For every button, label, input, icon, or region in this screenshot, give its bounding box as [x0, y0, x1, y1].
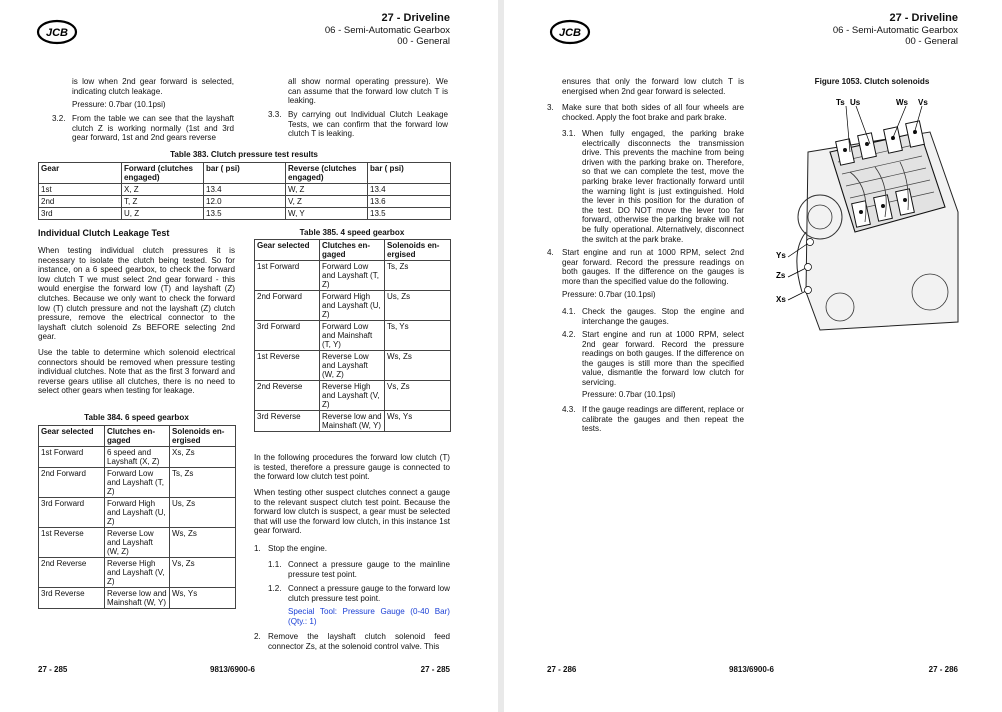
table-cell: Forward High and Layshaft (U, Z) [320, 291, 385, 321]
step-number: 4.1. [562, 307, 576, 316]
footer-page-right: 27 - 286 [928, 665, 958, 674]
table-caption: Table 384. 6 speed gearbox [84, 413, 189, 422]
table-row [39, 196, 451, 208]
table-caption: Table 383. Clutch pressure test results [170, 150, 318, 159]
label-xs: Xs [776, 295, 786, 304]
section-heading: Individual Clutch Leakage Test [38, 228, 170, 238]
col-header: Clutches en- gaged [320, 240, 385, 261]
four-speed-table [254, 239, 451, 432]
step-text: Remove the layshaft clutch solenoid feed connector Zs, at the solenoid control valve. This [268, 632, 450, 651]
table-cell: 1st Forward [255, 261, 320, 291]
table-header-row [255, 240, 451, 261]
table-cell: Forward Low and Layshaft (T, Z) [105, 468, 170, 498]
step-text: Start engine and run at 1000 RPM, select 2nd gear forward. Record the pressure readings on both gauges. If the difference on the gauges is still more than the specified value, dismantle the forward low clutch for servicing. [582, 330, 744, 387]
section-title: 06 - Semi-Automatic Gearbox [832, 25, 958, 36]
body-paragraph: When testing other suspect clutches connect a gauge to the relevant suspect clutch test point. Because the forward low clutch is suspect, a gear must be selected that will use the forward low clutch, in this instance 1st gear forward. [254, 488, 450, 536]
footer-doc-number: 9813/6900-6 [729, 665, 774, 674]
table-cell: 2nd Forward [255, 291, 320, 321]
figure-caption: Figure 1053. Clutch solenoids [814, 77, 930, 86]
svg-text:JCB: JCB [45, 27, 69, 39]
table-cell: 2nd [39, 196, 122, 208]
footer-page-left: 27 - 286 [547, 665, 577, 674]
table-row [39, 208, 451, 220]
step-text: Connect a pressure gauge to the mainline pressure test point. [288, 560, 450, 579]
table-row [255, 411, 451, 432]
step-text: If the gauge readings are different, replace or calibrate the gauges and then repeat the tests. [582, 405, 744, 434]
label-us: Us [850, 98, 861, 107]
step-number: 1.2. [268, 584, 282, 593]
table-caption: Table 385. 4 speed gearbox [299, 228, 405, 237]
item-3-2-text: From the table we can see that the layshaft clutch Z is working normally (1st and 3rd gear forward, 1st and 2nd gears reverse [72, 114, 234, 143]
page-footer [547, 665, 958, 677]
table-cell: 3rd Reverse [39, 588, 105, 609]
table-cell: Reverse Low and Layshaft (W, Z) [320, 351, 385, 381]
table-cell: Reverse High and Layshaft (V, Z) [320, 381, 385, 411]
table-cell: T, Z [122, 196, 204, 208]
table-cell: Ws, Zs [385, 351, 451, 381]
table-cell: Ws, Zs [170, 528, 236, 558]
table-cell: 1st [39, 184, 122, 196]
item-number: 3.3. [268, 110, 282, 119]
table-cell: W, Z [286, 184, 368, 196]
table-cell: 2nd Reverse [39, 558, 105, 588]
table-cell: Reverse Low and Layshaft (W, Z) [105, 528, 170, 558]
page-right [504, 0, 1002, 712]
table-cell: 3rd [39, 208, 122, 220]
table-cell: 1st Forward [39, 447, 105, 468]
table-cell: Xs, Zs [170, 447, 236, 468]
jcb-logo [550, 20, 590, 44]
table-cell: W, Y [286, 208, 368, 220]
footer-page-left: 27 - 285 [38, 665, 68, 674]
clutch-pressure-table [38, 162, 451, 220]
step-number: 3.1. [562, 129, 576, 138]
label-vs: Vs [918, 98, 928, 107]
table-cell: 3rd Reverse [255, 411, 320, 432]
table-row [255, 321, 451, 351]
table-row [39, 588, 236, 609]
table-cell: 2nd Reverse [255, 381, 320, 411]
chapter-title: 27 - Driveline [889, 12, 958, 24]
table-cell: X, Z [122, 184, 204, 196]
table-cell: Forward Low and Layshaft (T, Z) [320, 261, 385, 291]
page-header [833, 12, 958, 47]
col-header: bar ( psi) [368, 163, 451, 184]
table-row [39, 558, 236, 588]
table-cell: 2nd Forward [39, 468, 105, 498]
table-row [255, 291, 451, 321]
step-number: 4.2. [562, 330, 576, 339]
chapter-title: 27 - Driveline [381, 12, 450, 24]
step-number: 4.3. [562, 405, 576, 414]
table-cell: Us, Zs [385, 291, 451, 321]
table-cell: Ts, Zs [170, 468, 236, 498]
body-paragraph: When testing individual clutch pressures it is necessary to isolate the clutch being tested. So for instance, on a 6 speed gearbox, to check the forward low clutch T we must select 2nd gear forward - this would energise the forward low (T) and layshaft (Z) clutches. Because we only want to check the forward low (T) clutch pressure and not the layshaft (Z) clutch pressure, remove the electrical connector to the layshaft clutch solenoid Zs BEFORE selecting 2nd gear. [38, 246, 235, 342]
item-number: 3.2. [52, 114, 66, 123]
clutch-solenoids-figure [776, 92, 962, 330]
table-cell: 13.4 [204, 184, 286, 196]
col-header: Gear selected [255, 240, 320, 261]
table-cell: 1st Reverse [255, 351, 320, 381]
col-header: Solenoids en- ergised [385, 240, 451, 261]
col-header: Clutches en- gaged [105, 426, 170, 447]
col-header: bar ( psi) [204, 163, 286, 184]
table-cell: 3rd Forward [255, 321, 320, 351]
pressure-value: Pressure: 0.7bar (10.1psi) [582, 390, 676, 399]
table-cell: Reverse low and Mainshaft (W, Y) [320, 411, 385, 432]
continued-paragraph: all show normal operating pressure). We can assume that the forward low clutch T is leaking. [288, 77, 448, 106]
table-cell: Ws, Ys [170, 588, 236, 609]
table-cell: Vs, Zs [170, 558, 236, 588]
table-cell: 13.6 [368, 196, 451, 208]
step-text: Connect a pressure gauge to the forward low clutch pressure test point. [288, 584, 450, 603]
label-zs: Zs [776, 271, 786, 280]
table-cell: Forward High and Layshaft (U, Z) [105, 498, 170, 528]
page-left [0, 0, 498, 712]
label-ws: Ws [896, 98, 908, 107]
table-cell: Ws, Ys [385, 411, 451, 432]
col-header: Reverse (clutches engaged) [286, 163, 368, 184]
body-paragraph: Use the table to determine which solenoid electrical connectors should be removed when pressure testing individual clutches. Note that as the first 3 forward and reverse gears utilise all clutches, there is no need to select other gears when testing for leakage. [38, 348, 235, 396]
col-header: Gear [39, 163, 122, 184]
page-footer [38, 665, 450, 677]
table-row [39, 468, 236, 498]
table-cell: 13.5 [368, 208, 451, 220]
six-speed-table [38, 425, 236, 609]
table-cell: 3rd Forward [39, 498, 105, 528]
special-tool-link[interactable]: Special Tool: Pressure Gauge (0-40 Bar) (Qty.: 1) [288, 607, 450, 626]
table-cell: Ts, Ys [385, 321, 451, 351]
table-cell: 1st Reverse [39, 528, 105, 558]
section-title: 06 - Semi-Automatic Gearbox [324, 25, 450, 36]
step-number: 2. [254, 632, 261, 641]
jcb-logo [37, 20, 77, 44]
table-cell: 12.0 [204, 196, 286, 208]
table-cell: Reverse low and Mainshaft (W, Y) [105, 588, 170, 609]
table-cell: V, Z [286, 196, 368, 208]
step-text: When fully engaged, the parking brake electrically disconnects the transmission drive. This prevents the machine from being driven with the parking brake on. Therefore, so that we can complete the test, move the parking brake lever fractionally forward until the warning light is just extinguished. Hold the lever in this position for the duration of the test. DO NOT move the lever too far forward, otherwise the parking brake will not be fully operational. Alternatively, disconnect the switch at the park brake. [582, 129, 744, 244]
body-paragraph: In the following procedures the forward low clutch (T) is tested, therefore a pressure gauge is connected to the forward low clutch test point. [254, 453, 450, 482]
table-header-row [39, 426, 236, 447]
step-text: Start engine and run at 1000 RPM, select 2nd gear forward. Record the pressure readings on both gauges. If the difference on the gauges is more than the specified value do the following. [562, 248, 744, 286]
table-cell: Ts, Zs [385, 261, 451, 291]
table-row [39, 447, 236, 468]
step-number: 3. [547, 103, 554, 112]
table-row [255, 351, 451, 381]
step-number: 1. [254, 544, 261, 553]
step-text: Stop the engine. [268, 544, 327, 553]
table-cell: U, Z [122, 208, 204, 220]
footer-doc-number: 9813/6900-6 [210, 665, 255, 674]
table-cell: Forward Low and Mainshaft (T, Y) [320, 321, 385, 351]
table-row [255, 381, 451, 411]
intro-paragraph: ensures that only the forward low clutch T is energised when 2nd gear forward is selected. [562, 77, 744, 96]
col-header: Solenoids en- ergised [170, 426, 236, 447]
table-cell: Reverse High and Layshaft (V, Z) [105, 558, 170, 588]
table-cell: 13.4 [368, 184, 451, 196]
item-3-3-text: By carrying out Individual Clutch Leakage Tests, we can confirm that the forward low clutch T is leaking. [288, 110, 448, 139]
subsection-title: 00 - General [905, 36, 958, 47]
table-row [39, 184, 451, 196]
intro-paragraph: is low when 2nd gear forward is selected, indicating clutch leakage. [72, 77, 234, 96]
pressure-value: Pressure: 0.7bar (10.1psi) [72, 100, 166, 109]
label-ts: Ts [836, 98, 845, 107]
step-text: Check the gauges. Stop the engine and interchange the gauges. [582, 307, 744, 326]
table-header-row [39, 163, 451, 184]
table-cell: 13.5 [204, 208, 286, 220]
step-text: Make sure that both sides of all four wheels are chocked. Apply the foot brake and park brake. [562, 103, 744, 122]
table-cell: Vs, Zs [385, 381, 451, 411]
col-header: Forward (clutches engaged) [122, 163, 204, 184]
table-cell: Us, Zs [170, 498, 236, 528]
table-cell: 6 speed and Layshaft (X, Z) [105, 447, 170, 468]
col-header: Gear selected [39, 426, 105, 447]
label-ys: Ys [776, 251, 786, 260]
subsection-title: 00 - General [397, 36, 450, 47]
pressure-value: Pressure: 0.7bar (10.1psi) [562, 290, 656, 299]
step-number: 1.1. [268, 560, 282, 569]
table-row [39, 498, 236, 528]
footer-page-right: 27 - 285 [420, 665, 450, 674]
svg-text:JCB: JCB [558, 27, 582, 39]
table-row [255, 261, 451, 291]
step-number: 4. [547, 248, 554, 257]
page-header [325, 12, 450, 47]
table-row [39, 528, 236, 558]
